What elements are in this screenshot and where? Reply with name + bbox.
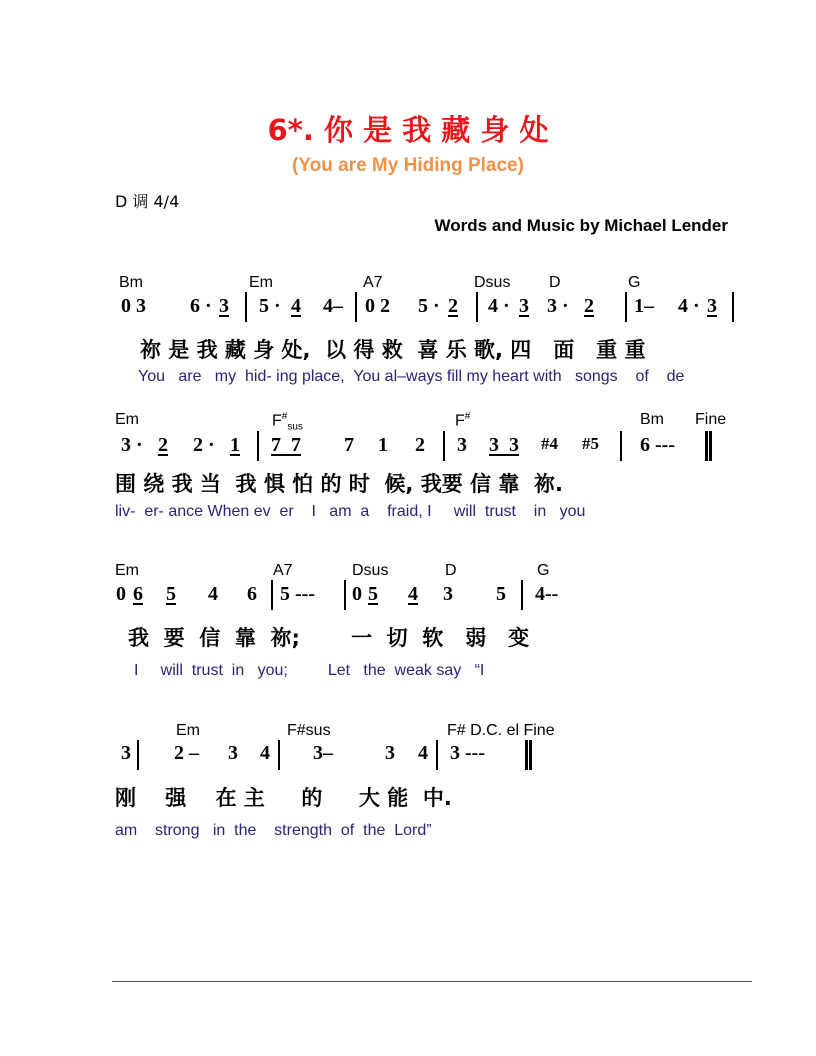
- note: 0 2: [365, 295, 390, 317]
- chord: Em: [249, 274, 273, 291]
- note: 4: [291, 295, 301, 317]
- chinese-lyrics: 我 要 信 靠 祢; 一 切 软 弱 变: [128, 626, 530, 650]
- note: 6: [133, 583, 143, 605]
- note: 1–: [634, 295, 654, 317]
- note: 6 ---: [640, 434, 675, 456]
- chord-root: F: [272, 412, 282, 430]
- note: #5: [582, 434, 599, 453]
- note: 5 ·: [418, 295, 440, 317]
- note: 6 ·: [190, 295, 212, 317]
- note: 3: [228, 742, 238, 764]
- note: 4: [408, 583, 418, 605]
- barline: [732, 292, 734, 322]
- barline: [257, 431, 259, 461]
- chord: Em: [115, 411, 139, 428]
- note: 3: [457, 434, 467, 456]
- note: #4: [541, 434, 558, 453]
- note: 4: [418, 742, 428, 764]
- chord-sharp: #: [464, 411, 471, 422]
- note: 0: [352, 583, 362, 605]
- barline: [245, 292, 247, 322]
- chord-suffix: sus: [287, 421, 303, 433]
- fine-marker: Fine: [695, 411, 727, 428]
- english-lyrics: I will trust in you; Let the weak say “I: [134, 662, 485, 679]
- note: 4–: [323, 295, 343, 317]
- note: 2: [448, 295, 458, 317]
- note: 4--: [535, 583, 559, 605]
- barline: [355, 292, 357, 322]
- chord: A7: [363, 274, 383, 291]
- note: 6: [247, 583, 257, 605]
- note: 4 ·: [488, 295, 510, 317]
- barline: [521, 580, 523, 610]
- barline: [625, 292, 627, 322]
- chinese-lyrics: 刚 强 在 主 的 大 能 中.: [115, 786, 452, 810]
- note: 3 ·: [121, 434, 143, 456]
- note: 3 ·: [547, 295, 569, 317]
- note: 3: [707, 295, 717, 317]
- note: 5: [496, 583, 506, 605]
- note: 5: [166, 583, 176, 605]
- final-barline: [705, 431, 712, 461]
- barline: [137, 740, 139, 770]
- note: 2 ·: [193, 434, 215, 456]
- note: 4 ·: [678, 295, 700, 317]
- barline: [443, 431, 445, 461]
- final-barline: [525, 740, 532, 770]
- barline: [436, 740, 438, 770]
- chord-root: F: [455, 412, 465, 430]
- note: 0: [116, 583, 126, 605]
- note: 5 ---: [280, 583, 315, 605]
- note: 2 –: [174, 742, 199, 764]
- barline: [271, 580, 273, 610]
- english-lyrics: You are my hid- ing place, You al–ways fill my heart with songs of de: [138, 368, 685, 385]
- chord: Dsus: [352, 562, 389, 579]
- note: 4: [260, 742, 270, 764]
- chord: G: [537, 562, 550, 579]
- note: 3: [385, 742, 395, 764]
- barline: [476, 292, 478, 322]
- note: 2: [584, 295, 594, 317]
- note: 3 ---: [450, 742, 485, 764]
- song-subtitle: (You are My Hiding Place): [292, 155, 524, 176]
- chord: F#sus: [287, 722, 331, 739]
- chord: D: [445, 562, 457, 579]
- chord-dc-al-fine: F# D.C. el Fine: [447, 722, 555, 739]
- chord: Bm: [119, 274, 143, 291]
- note: 1: [230, 434, 240, 456]
- note: 7 7: [271, 434, 301, 456]
- note: 5: [368, 583, 378, 605]
- note: 2: [415, 434, 425, 456]
- song-title: 6*. 你 是 我 藏 身 处: [267, 113, 549, 147]
- chord: [455, 411, 470, 430]
- note: 2: [158, 434, 168, 456]
- note: 3: [519, 295, 529, 317]
- chord: Bm: [640, 411, 664, 428]
- english-lyrics: am strong in the strength of the Lord”: [115, 822, 432, 839]
- chord: A7: [273, 562, 293, 579]
- note: 3: [121, 742, 131, 764]
- barline: [278, 740, 280, 770]
- note: 4: [208, 583, 218, 605]
- chord: Em: [176, 722, 200, 739]
- note: 3: [219, 295, 229, 317]
- key-signature: D 调 4/4: [115, 192, 180, 211]
- chord: D: [549, 274, 561, 291]
- english-lyrics: liv- er- ance When ev er I am a fraid, I will trust in you: [115, 503, 586, 520]
- note: 0 3: [121, 295, 146, 317]
- credits: Words and Music by Michael Lender: [434, 216, 728, 235]
- chord: Em: [115, 562, 139, 579]
- chord-sharp: #: [281, 411, 288, 422]
- note: 3–: [313, 742, 333, 764]
- barline: [620, 431, 622, 461]
- chinese-lyrics: 祢 是 我 藏 身 处, 以 得 救 喜 乐 歌, 四 面 重 重: [140, 338, 646, 362]
- chinese-lyrics: 围 绕 我 当 我 惧 怕 的 时 候, 我要 信 靠 祢.: [115, 472, 563, 496]
- chord: [272, 411, 303, 433]
- note: 3 3: [489, 434, 519, 456]
- note: 7: [344, 434, 354, 456]
- barline: [344, 580, 346, 610]
- footer-rule: [112, 981, 752, 982]
- chord: Dsus: [474, 274, 511, 291]
- chord: G: [628, 274, 641, 291]
- note: 3: [443, 583, 453, 605]
- note: 5 ·: [259, 295, 281, 317]
- note: 1: [378, 434, 388, 456]
